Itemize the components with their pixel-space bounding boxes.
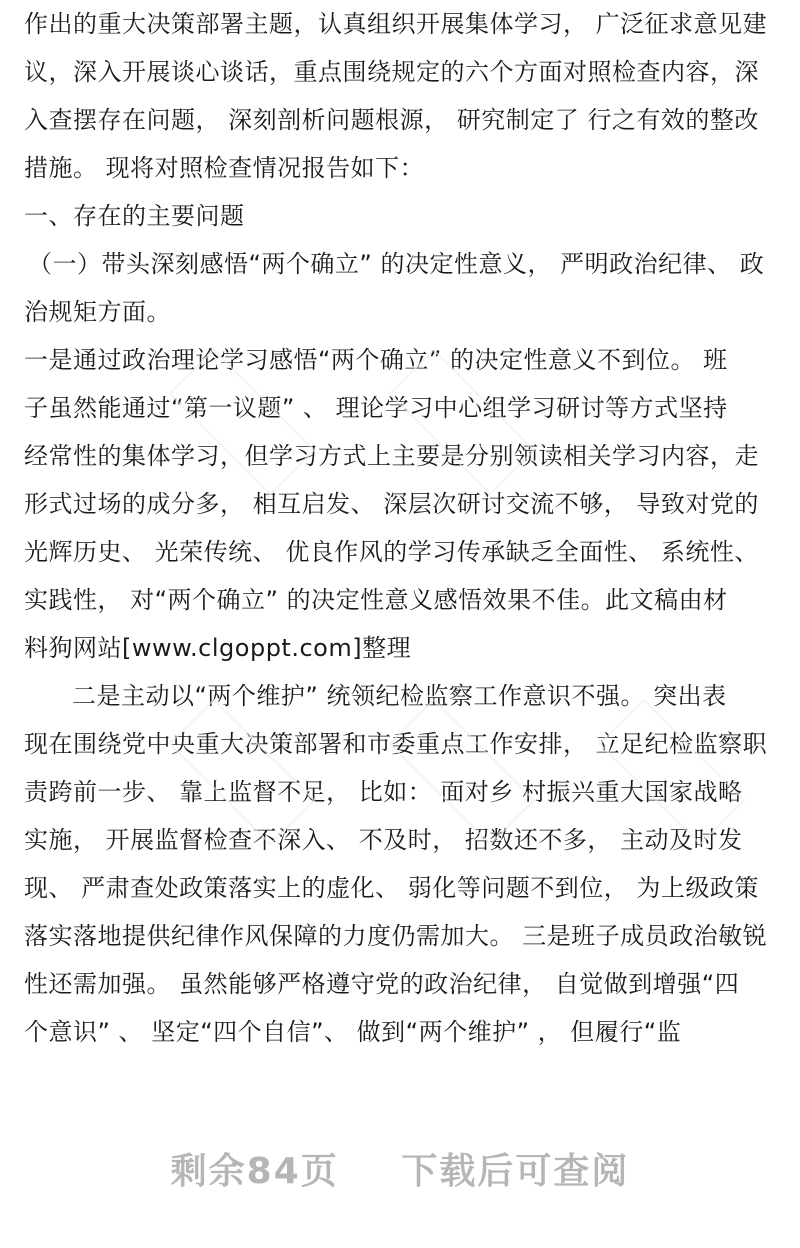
download-prompt[interactable] xyxy=(0,1142,800,1202)
text-line: 实施， 开展监督检查不深入、 不及时， 招数还不多， 主动及时发 xyxy=(24,826,743,854)
text-line: 议，深入开展谈心谈话，重点围绕规定的六个方面对照检查内容，深 xyxy=(24,58,759,86)
text-line: 经常性的集体学习，但学习方式上主要是分别领读相关学习内容，走 xyxy=(24,442,759,470)
text-line: 料狗网站[www.clgoppt.com]整理 xyxy=(24,634,412,662)
download-to-view-label[interactable]: 下载后可查阅 xyxy=(401,1151,630,1192)
subsection-heading: （一）带头深刻感悟“两个确立” 的决定性意义， 严明政治纪律、 政 xyxy=(28,250,765,278)
text-line: 性还需加强。 虽然能够严格遵守党的政治纪律， 自觉做到增强“四 xyxy=(24,970,740,998)
section-heading: 一、存在的主要问题 xyxy=(24,202,245,230)
text-line: 措施。 现将对照检查情况报告如下： xyxy=(24,154,425,182)
text-line: 子虽然能通过“第一议题” 、 理论学习中心组学习研讨等方式坚持 xyxy=(24,394,728,422)
text-line: 现、 严肃查处政策落实上的虚化、 弱化等问题不到位， 为上级政策 xyxy=(24,874,759,902)
text-line: 入查摆存在问题， 深刻剖析问题根源， 研究制定了 行之有效的整改 xyxy=(24,106,759,134)
text-line: 个意识” 、 坚定“四个自信”、 做到“两个维护” ， 但履行“监 xyxy=(24,1018,682,1046)
text-line: 实践性， 对“两个确立” 的决定性意义感悟效果不佳。此文稿由材 xyxy=(24,586,728,614)
paragraph-start: 二是主动以“两个维护” 统领纪检监察工作意识不强。 突出表 xyxy=(72,682,727,710)
remaining-pages-label: 剩余84页 xyxy=(170,1151,339,1192)
text-line: 现在围绕党中央重大决策部署和市委重点工作安排， 立足纪检监察职 xyxy=(24,730,768,758)
text-line: 治规矩方面。 xyxy=(24,298,171,326)
document-body xyxy=(24,0,780,1056)
text-line: 落实落地提供纪律作风保障的力度仍需加大。 三是班子成员政治敏锐 xyxy=(24,922,768,950)
text-line: 一是通过政治理论学习感悟“两个确立” 的决定性意义不到位。 班 xyxy=(24,346,728,374)
text-line: 作出的重大决策部署主题，认真组织开展集体学习， 广泛征求意见建 xyxy=(24,10,768,38)
text-line: 责跨前一步、 靠上监督不足， 比如： 面对乡 村振兴重大国家战略 xyxy=(24,778,743,806)
text-line: 形式过场的成分多， 相互启发、 深层次研讨交流不够， 导致对党的 xyxy=(24,490,759,518)
text-line: 光辉历史、 光荣传统、 优良作风的学习传承缺乏全面性、 系统性、 xyxy=(24,538,759,566)
